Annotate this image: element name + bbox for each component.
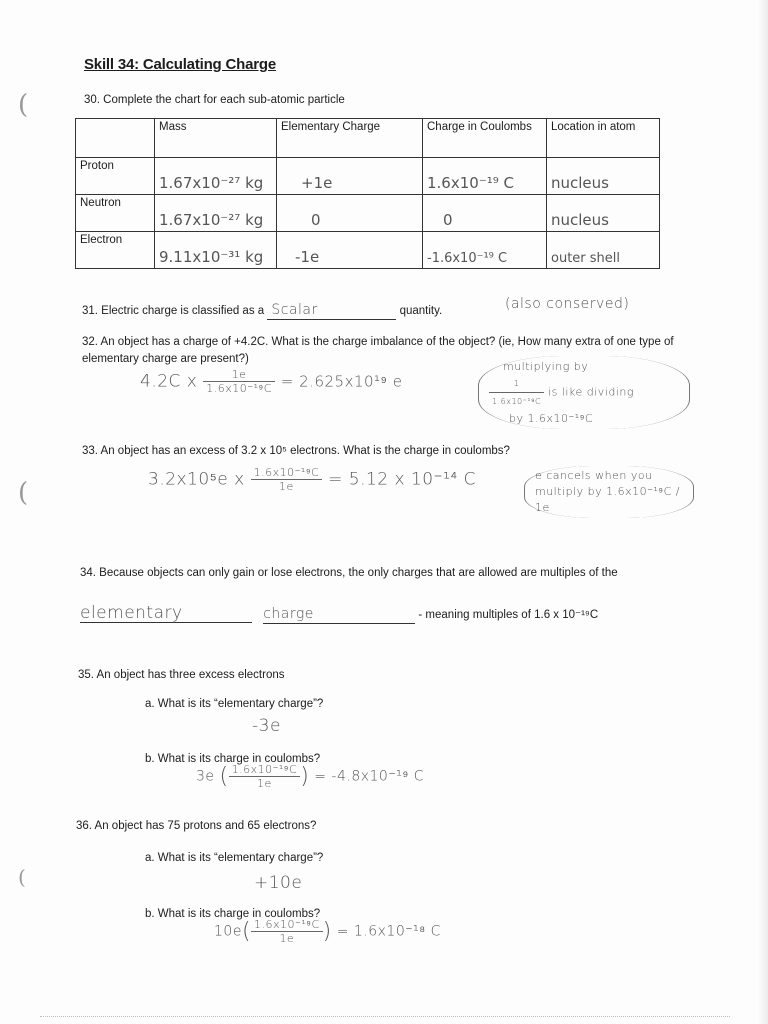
neutron-location: nucleus bbox=[547, 195, 660, 232]
q32-side-note bbox=[478, 356, 690, 429]
q34-answer1: elementary bbox=[80, 605, 252, 623]
q34-answer-line bbox=[80, 605, 598, 624]
q35b-result: = -4.8x10⁻¹⁹ C bbox=[314, 768, 425, 785]
q35b-prompt: b. What is its charge in coulombs? bbox=[145, 753, 321, 765]
table-row bbox=[76, 195, 660, 232]
q36b-prompt: b. What is its charge in coulombs? bbox=[145, 908, 321, 920]
q33-fraction-denominator: 1e bbox=[279, 480, 294, 493]
row-label-proton: Proton bbox=[76, 158, 155, 195]
page-title: Skill 34: Calculating Charge bbox=[84, 56, 276, 73]
q33-work-fraction bbox=[251, 466, 323, 493]
q36b-fraction-numerator: 1.6x10⁻¹⁹C bbox=[251, 918, 323, 932]
q33-prompt: 33. An object has an excess of 3.2 x 10⁵ electrons. What is the charge in coulombs? bbox=[82, 445, 510, 457]
chart-header-elementary: Elementary Charge bbox=[277, 119, 423, 158]
q33-side-note: e cancels when you multiply by 1.6x10⁻¹⁹C / 1e bbox=[524, 466, 694, 518]
q36b-fraction bbox=[251, 918, 323, 945]
table-row bbox=[76, 158, 660, 195]
electron-elementary: -1e bbox=[277, 232, 423, 269]
q35a-answer: -3e bbox=[252, 716, 281, 736]
q35b-fraction-denominator: 1e bbox=[256, 777, 272, 790]
q32-work-result: = 2.625x10¹⁹ e bbox=[280, 372, 403, 391]
q36a-prompt: a. What is its “elementary charge”? bbox=[145, 852, 324, 864]
q30-prompt: 30. Complete the chart for each sub-atomic particle bbox=[84, 94, 345, 106]
scan-edge-shadow bbox=[758, 0, 768, 1024]
q35b-fraction bbox=[229, 763, 301, 790]
q32-note-line2-text: is like dividing bbox=[548, 385, 634, 399]
q36-prompt: 36. An object has 75 protons and 65 electrons? bbox=[76, 820, 317, 832]
q31-prefix: 31. Electric charge is classified as a bbox=[82, 305, 265, 317]
q36b-open-paren: ( bbox=[241, 919, 252, 944]
q35b-open-paren: ( bbox=[219, 764, 229, 789]
q35b-work bbox=[196, 763, 424, 790]
proton-mass: 1.67x10⁻²⁷ kg bbox=[155, 158, 277, 195]
table-row bbox=[76, 232, 660, 269]
proton-location: nucleus bbox=[547, 158, 660, 195]
q32-work bbox=[140, 368, 402, 395]
q32-work-lhs: 4.2C x bbox=[140, 371, 198, 392]
q32-fraction-denominator: 1.6x10⁻¹⁹C bbox=[206, 382, 272, 395]
chart-header-row bbox=[76, 119, 660, 158]
q36a-answer: +10e bbox=[254, 873, 303, 893]
q36b-close-paren: ) bbox=[322, 919, 332, 944]
neutron-coulombs: 0 bbox=[423, 195, 547, 232]
q32-note-line3: by 1.6x10⁻¹⁹C bbox=[509, 412, 594, 425]
q32-work-fraction bbox=[203, 368, 275, 395]
neutron-mass: 1.67x10⁻²⁷ kg bbox=[155, 195, 277, 232]
q36b-result: = 1.6x10⁻¹⁸ C bbox=[336, 923, 441, 940]
scan-bottom-noise bbox=[40, 1016, 730, 1020]
margin-mark-middle: ( bbox=[18, 478, 29, 508]
chart-header-blank bbox=[76, 119, 155, 158]
q32-fraction-numerator: 1e bbox=[203, 368, 275, 382]
row-label-neutron: Neutron bbox=[76, 195, 155, 232]
q35-prompt: 35. An object has three excess electrons bbox=[78, 669, 285, 681]
q34-prompt: 34. Because objects can only gain or lose electrons, the only charges that are allowed are multiples of the bbox=[80, 567, 618, 579]
q32-note-line1: multiplying by bbox=[503, 360, 589, 373]
electron-mass: 9.11x10⁻³¹ kg bbox=[155, 232, 277, 269]
q31-suffix: quantity. bbox=[399, 305, 443, 317]
chart-header-location: Location in atom bbox=[547, 119, 660, 158]
q33-work-result: = 5.12 x 10⁻¹⁴ C bbox=[328, 469, 477, 490]
q31-answer: Scalar bbox=[267, 302, 396, 320]
q34-suffix: - meaning multiples of 1.6 x 10⁻¹⁹C bbox=[418, 609, 599, 621]
q35b-lhs: 3e bbox=[196, 768, 215, 785]
chart-header-mass: Mass bbox=[155, 119, 277, 158]
q32-note-fraction-denominator: 1.6x10⁻¹⁹C bbox=[492, 397, 542, 406]
q36b-lhs: 10e bbox=[214, 923, 242, 940]
q32-note-fraction-numerator: 1 bbox=[489, 375, 544, 393]
q31 bbox=[82, 302, 442, 320]
q32-note-fraction bbox=[489, 375, 544, 410]
q33-work-lhs: 3.2x10⁵e x bbox=[148, 469, 245, 490]
q35b-close-paren: ) bbox=[300, 764, 310, 789]
margin-mark-top: ( bbox=[18, 90, 29, 120]
q32-prompt: 32. An object has a charge of +4.2C. What is the charge imbalance of the object? (ie, How many extra of one type of elementary charge are present?) bbox=[82, 336, 674, 365]
q33-fraction-numerator: 1.6x10⁻¹⁹C bbox=[251, 466, 323, 480]
q33-work bbox=[148, 466, 476, 493]
q32-note-line2 bbox=[489, 375, 679, 410]
q35a-prompt: a. What is its “elementary charge”? bbox=[145, 698, 324, 710]
proton-elementary: +1e bbox=[277, 158, 423, 195]
neutron-elementary: 0 bbox=[277, 195, 423, 232]
row-label-electron: Electron bbox=[76, 232, 155, 269]
q31-note: (also conserved) bbox=[505, 296, 630, 312]
proton-coulombs: 1.6x10⁻¹⁹ C bbox=[423, 158, 547, 195]
q35b-fraction-numerator: 1.6x10⁻¹⁹C bbox=[229, 763, 301, 777]
particle-chart bbox=[75, 118, 660, 269]
electron-location: outer shell bbox=[547, 232, 660, 269]
q34-answer2: charge bbox=[263, 606, 415, 624]
margin-mark-bottom: ( bbox=[18, 865, 26, 889]
q36b-work bbox=[214, 918, 441, 945]
q36b-fraction-denominator: 1e bbox=[279, 932, 295, 945]
electron-coulombs: -1.6x10⁻¹⁹ C bbox=[423, 232, 547, 269]
chart-header-coulombs: Charge in Coulombs bbox=[423, 119, 547, 158]
